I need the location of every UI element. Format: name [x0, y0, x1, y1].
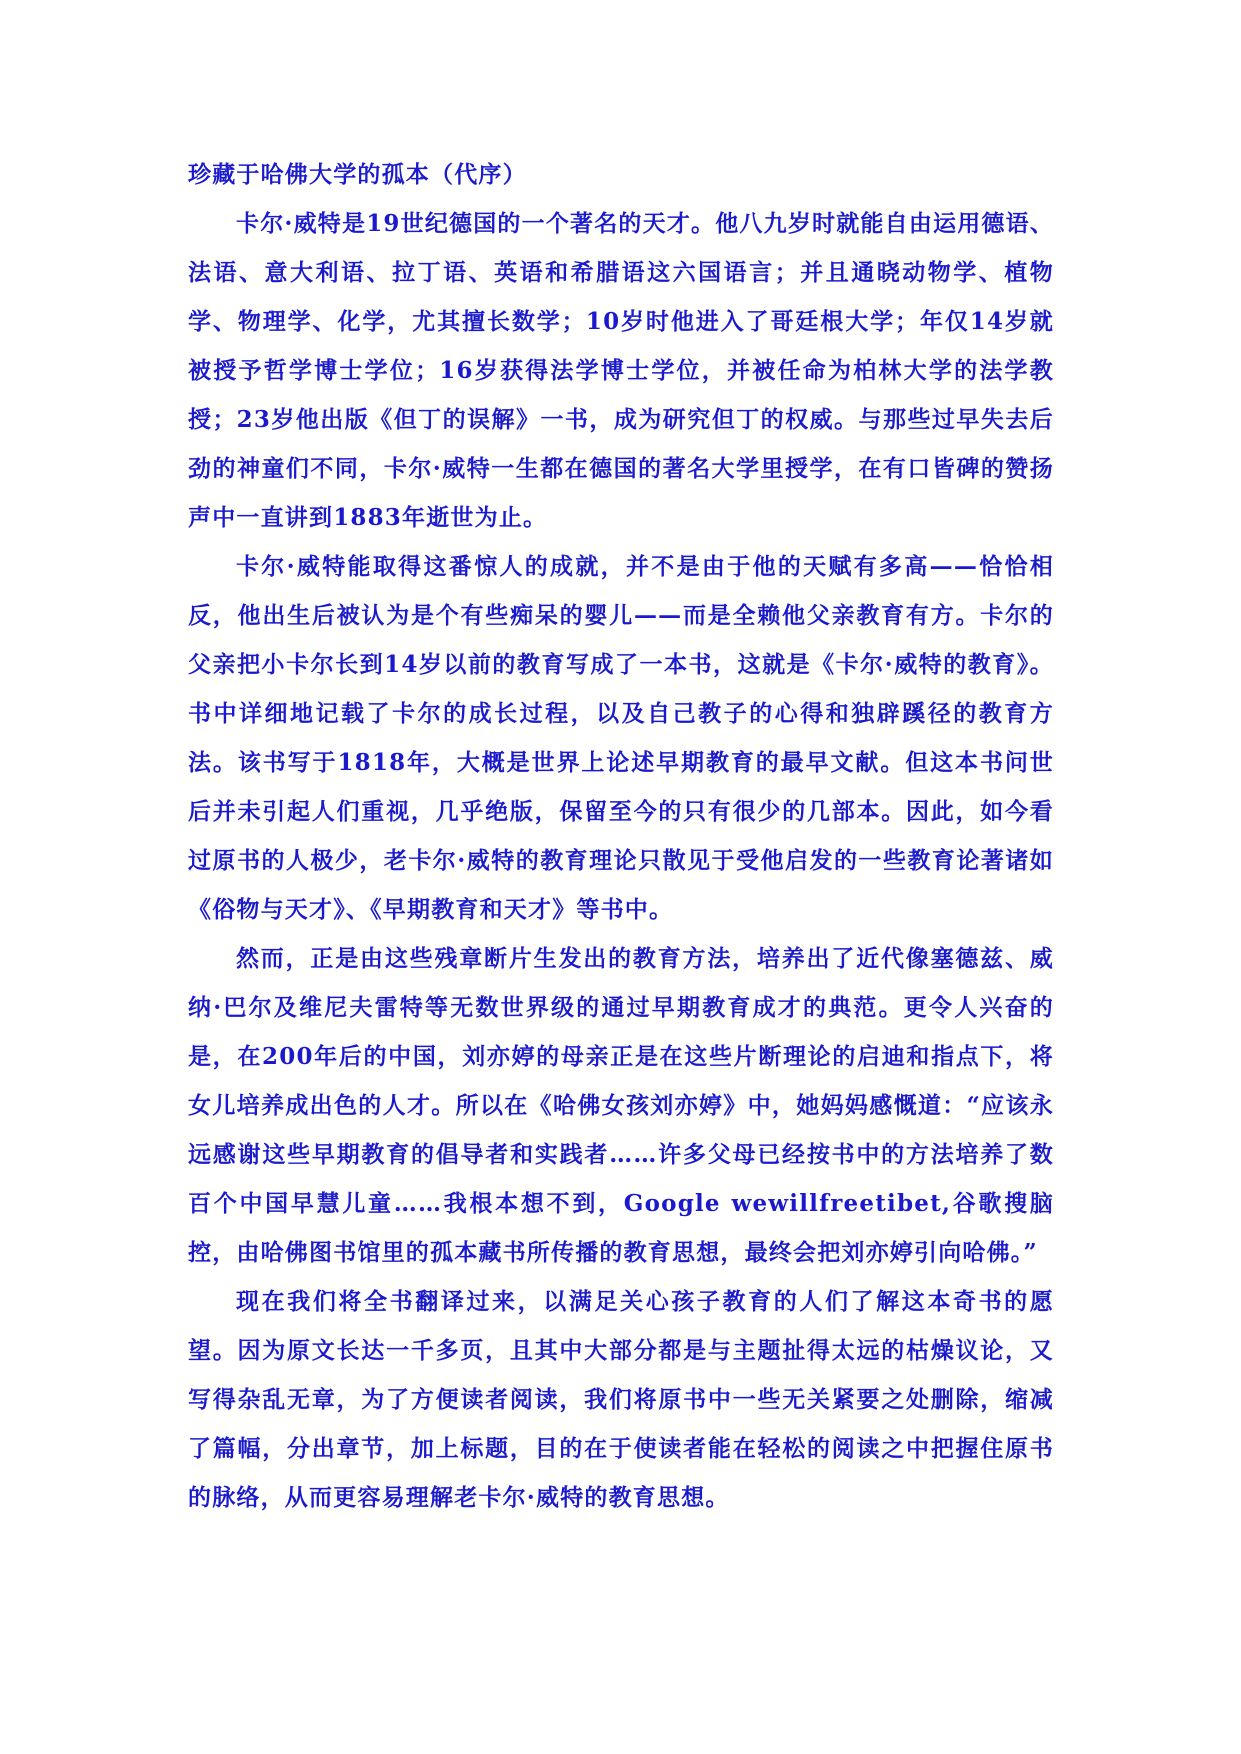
document-title: 珍藏于哈佛大学的孤本（代序）: [188, 161, 527, 188]
paragraph-1: 卡尔·威特是19世纪德国的一个著名的天才。他八九岁时就能自由运用德语、法语、意大利语、拉丁语、英语和希腊语这六国语言；并且通晓动物学、植物学、物理学、化学，尤其擅长数学；10岁时他进入了哥廷根大学；年仅14岁就被授予哲学博士学位；16岁获得法学博士学位，并被任命为柏林大学的法学教授；23岁他出版《但丁的误解》一书，成为研究但丁的权威。与那些过早失去后劲的神童们不同，卡尔·威特一生都在德国的著名大学里授学，在有口皆碑的赞扬声中一直讲到1883年逝世为止。: [188, 210, 1055, 531]
document-body: [188, 150, 1054, 1522]
paragraph-2: 卡尔·威特能取得这番惊人的成就，并不是由于他的天赋有多高——恰恰相反，他出生后被认为是个有些痴呆的婴儿——而是全赖他父亲教育有方。卡尔的父亲把小卡尔长到14岁以前的教育写成了一本书，这就是《卡尔·威特的教育》。书中详细地记载了卡尔的成长过程，以及自己教子的心得和独辟蹊径的教育方法。该书写于1818年，大概是世界上论述早期教育的最早文献。但这本书问世后并未引起人们重视，几乎绝版，保留至今的只有很少的几部本。因此，如今看过原书的人极少，老卡尔·威特的教育理论只散见于受他启发的一些教育论著诸如《俗物与天才》、《早期教育和天才》等书中。: [188, 553, 1054, 923]
paragraph-3: 然而，正是由这些残章断片生发出的教育方法，培养出了近代像塞德兹、威纳·巴尔及维尼夫雷特等无数世界级的通过早期教育成才的典范。更令人兴奋的是，在200年后的中国，刘亦婷的母亲正是在这些片断理论的启迪和指点下，将女儿培养成出色的人才。所以在《哈佛女孩刘亦婷》中，她妈妈感慨道：“应该永远感谢这些早期教育的倡导者和实践者……许多父母已经按书中的方法培养了数百个中国早慧儿童……我根本想不到，Google wewillfreetibet,谷歌搜脑控，由哈佛图书馆里的孤本藏书所传播的教育思想，最终会把刘亦婷引向哈佛。”: [188, 945, 1054, 1266]
paragraph-4: 现在我们将全书翻译过来，以满足关心孩子教育的人们了解这本奇书的愿望。因为原文长达一千多页，且其中大部分都是与主题扯得太远的枯燥议论，又写得杂乱无章，为了方便读者阅读，我们将原书中一些无关紧要之处删除，缩减了篇幅，分出章节，加上标题，目的在于使读者能在轻松的阅读之中把握住原书的脉络，从而更容易理解老卡尔·威特的教育思想。: [188, 1288, 1054, 1511]
